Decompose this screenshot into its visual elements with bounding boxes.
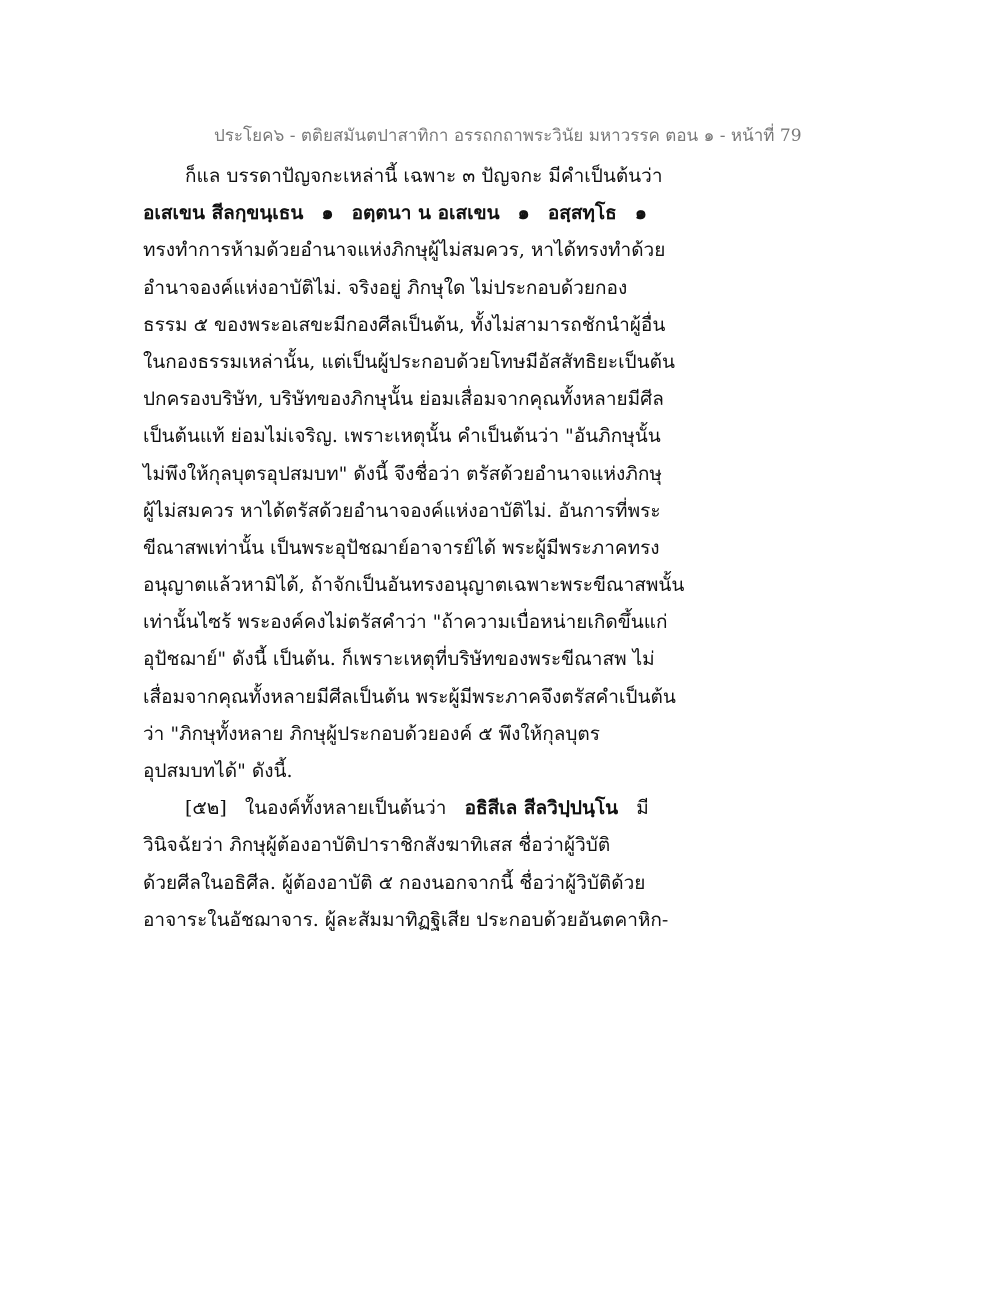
text-line: เสื่อมจากคุณทั้งหลายมีศีลเป็นต้น พระผู้มีพระภาคจึงตรัสคำเป็นต้น (143, 685, 676, 708)
pali-count: ๑ (634, 202, 647, 225)
running-header: ประโยค๖ - ตติยสมันตปาสาทิกา อรรถกถาพระวินัย มหาวรรค ตอน ๑ - หน้าที่ 79 (214, 126, 802, 146)
text-line: อุปสมบทได้" ดังนี้. (143, 760, 293, 782)
text-line: อุปัชฌาย์" ดังนี้ เป็นต้น. ก็เพราะเหตุที่บริษัทของพระขีณาสพ ไม่ (143, 648, 655, 671)
text-line: ธรรม ๕ ของพระอเสขะมีกองศีลเป็นต้น, ทั้งไม่สามารถชักนำผู้อื่น (143, 313, 666, 336)
text-line: อนุญาตแล้วหามิได้, ถ้าจักเป็นอันทรงอนุญาตเฉพาะพระขีณาสพนั้น (143, 574, 685, 597)
text-line: ก็แล บรรดาปัญจกะเหล่านี้ เฉพาะ ๓ ปัญจกะ มีคำเป็นต้นว่า (185, 165, 663, 187)
text-line: ปกครองบริษัท, บริษัทของภิกษุนั้น ย่อมเสื่อมจากคุณทั้งหลายมีศีล (143, 388, 664, 411)
text-line: ว่า "ภิกษุทั้งหลาย ภิกษุผู้ประกอบด้วยองค์ ๕ พึงให้กุลบุตร (143, 722, 600, 745)
pali-term: อตฺตนา น อเสเขน (351, 202, 500, 225)
text-line: ด้วยศีลในอธิศีล. ผู้ต้องอาบัติ ๕ กองนอกจากนี้ ชื่อว่าผู้วิบัติด้วย (143, 871, 646, 894)
text-line: ทรงทำการห้ามด้วยอำนาจแห่งภิกษุผู้ไม่สมควร, หาได้ทรงทำด้วย (143, 239, 666, 262)
pali-term: อเสเขน สีลกฺขนฺเธน (143, 202, 304, 225)
paragraph-start-line (143, 790, 703, 827)
text-line: เป็นต้นแท้ ย่อมไม่เจริญ. เพราะเหตุนั้น คำเป็นต้นว่า "อันภิกษุนั้น (143, 425, 661, 448)
text-span: มี (636, 797, 649, 820)
text-line: อาจาระในอัชฌาจาร. ผู้ละสัมมาทิฏฐิเสีย ประกอบด้วยอันตคาหิก- (143, 908, 669, 931)
pali-term: อสฺสทฺโธ (547, 202, 617, 225)
text-line: เท่านั้นไซร้ พระองค์คงไม่ตรัสคำว่า "ถ้าความเบื่อหน่ายเกิดขึ้นแก่ (143, 611, 668, 634)
pali-count: ๑ (517, 202, 530, 225)
text-line: อำนาจองค์แห่งอาบัติไม่. จริงอยู่ ภิกษุใด ไม่ประกอบด้วยกอง (143, 276, 628, 299)
text-line: วินิจฉัยว่า ภิกษุผู้ต้องอาบัติปาราชิกสังฆาทิเสส ชื่อว่าผู้วิบัติ (143, 834, 611, 857)
paragraph-number: [๕๒] (185, 797, 227, 820)
text-line: ผู้ไม่สมควร หาได้ตรัสด้วยอำนาจองค์แห่งอาบัติไม่. อันการที่พระ (143, 499, 661, 522)
pali-term: อธิสีเล สีลวิปฺปนฺโน (464, 797, 619, 820)
text-line: ในกองธรรมเหล่านั้น, แต่เป็นผู้ประกอบด้วยโทษมีอัสสัทธิยะเป็นต้น (143, 350, 675, 373)
pali-count: ๑ (321, 202, 334, 225)
pali-line (143, 195, 703, 232)
text-line: ไม่พึงให้กุลบุตรอุปสมบท" ดังนี้ จึงชื่อว่า ตรัสด้วยอำนาจแห่งภิกษุ (143, 462, 662, 485)
body-text (143, 158, 703, 939)
text-span: ในองค์ทั้งหลายเป็นต้นว่า (244, 797, 447, 820)
text-line: ขีณาสพเท่านั้น เป็นพระอุปัชฌาย์อาจารย์ได้ พระผู้มีพระภาคทรง (143, 536, 660, 559)
